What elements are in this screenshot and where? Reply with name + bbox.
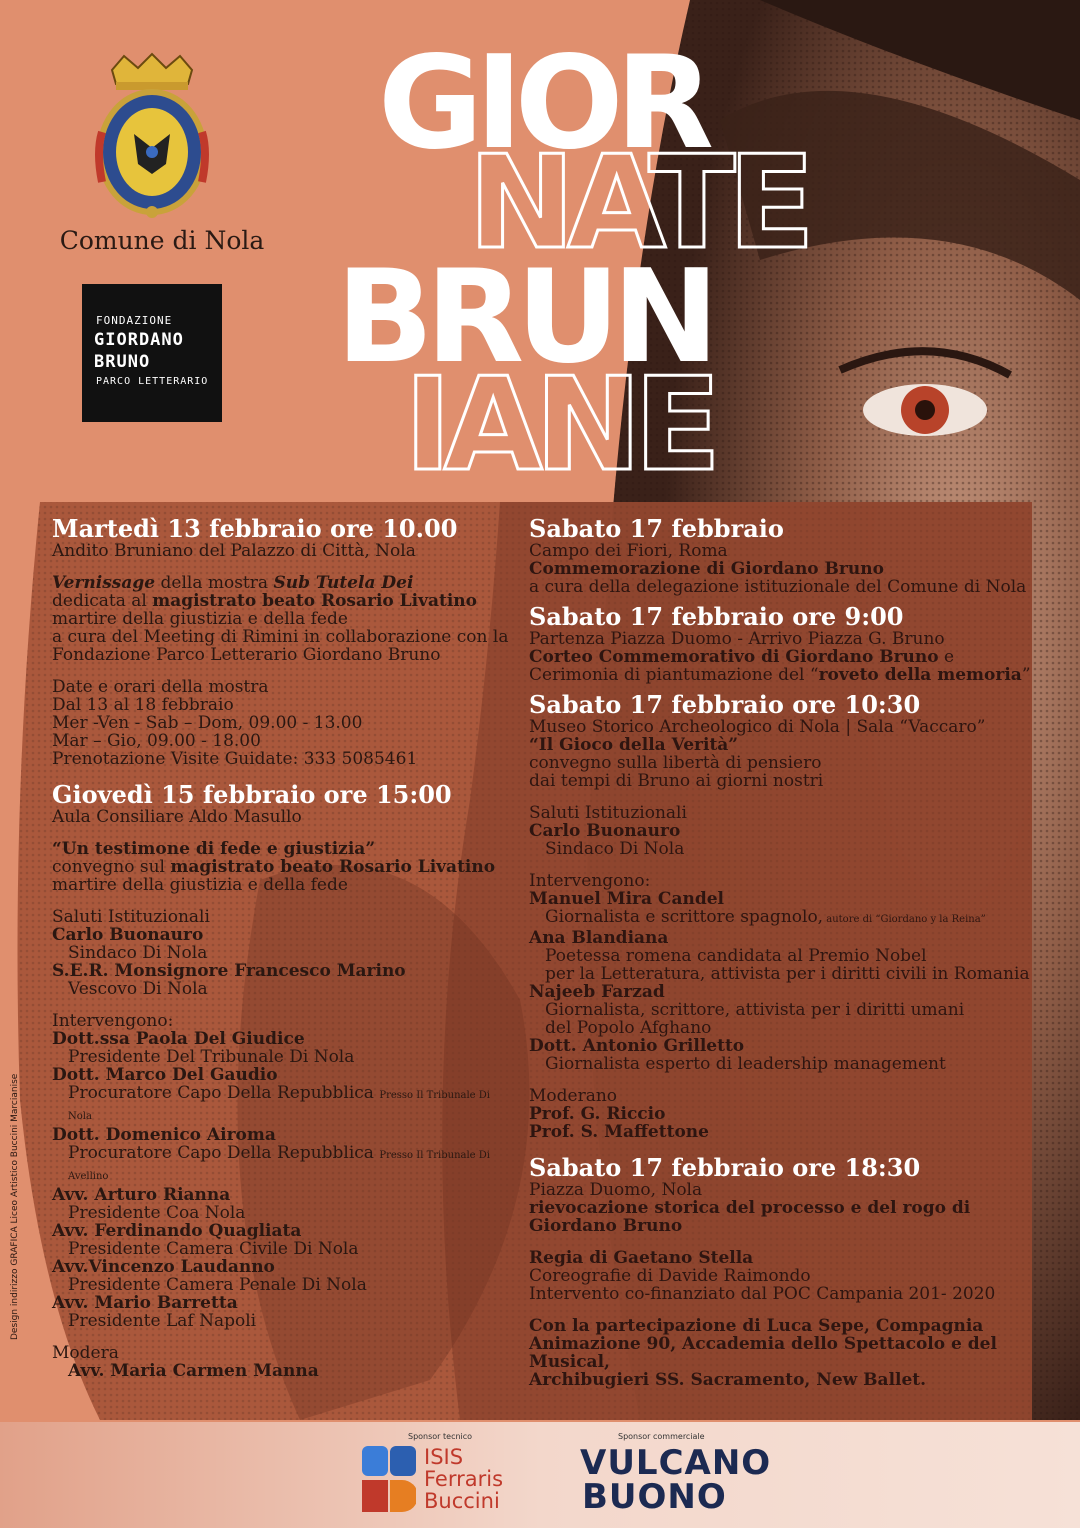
event6-partecipazione: Con la partecipazione di Luca Sepe [529, 1316, 864, 1336]
fondazione-logo [82, 284, 222, 422]
speaker-name: Manuel Mira Candel [529, 889, 724, 909]
speaker-role: Procuratore Capo Della Repubblica [68, 1083, 374, 1103]
speaker-role: Presidente Coa Nola [68, 1203, 246, 1223]
event5-desc1: convegno sulla libertà di pensiero [529, 753, 822, 773]
isis-line1: ISIS [424, 1445, 464, 1469]
fondazione-line3: BRUNO [94, 352, 151, 372]
speaker-role: Poetessa romena candidata al Premio Nobel [545, 946, 927, 966]
speaker-name: Avv. Arturo Rianna [52, 1185, 231, 1205]
event2-place: Aula Consiliare Aldo Masullo [52, 807, 302, 827]
design-credit: Design indirizzo GRAFICA Liceo Artistico Buccini Marcianise [10, 1073, 20, 1340]
dates-line3: Mar – Gio, 09.00 - 18.00 [52, 731, 261, 751]
fondazione-line1: FONDAZIONE [96, 314, 173, 327]
speaker-role: Giornalista esperto di leadership management [545, 1054, 946, 1074]
event1-text: della mostra [155, 573, 274, 593]
event6-title: rievocazione storica del processo e del rogo di Giordano Bruno [529, 1198, 971, 1236]
speaker-role: Presidente Laf Napoli [68, 1311, 257, 1331]
event5-intervengono: Intervengono: [529, 871, 651, 891]
vulcano-buono-logo [580, 1443, 772, 1517]
event2-convegno: convegno sul [52, 857, 171, 877]
event3-note: a cura della delegazione istituzionale del Comune di Nola [529, 577, 1027, 597]
speaker-role: Presidente Del Tribunale Di Nola [68, 1047, 355, 1067]
event6-coreografie: Coreografie di Davide Raimondo [529, 1266, 811, 1286]
dates-title: Date e orari della mostra [52, 677, 269, 697]
speaker-role: Procuratore Capo Della Repubblica [68, 1143, 374, 1163]
comune-crest-logo [92, 52, 212, 222]
sponsor-tecnico-label: Sponsor tecnico [408, 1432, 473, 1441]
right-column [529, 516, 1049, 1389]
speaker-role: Presidente Camera Civile Di Nola [68, 1239, 359, 1259]
event3-title: Commemorazione di Giordano Bruno [529, 559, 884, 579]
event1-place: Andito Bruniano del Palazzo di Città, Nola [52, 541, 416, 561]
speaker-role: per la Letteratura, attivista per i diritti civili in Romania [545, 964, 1030, 984]
event6-compagnia: , Compagnia [863, 1316, 984, 1336]
vulcano-line2: BUONO [582, 1477, 727, 1517]
event2-modera: Modera [52, 1343, 119, 1363]
speaker-note: Presso Il Tribunale Di Nola [68, 1090, 490, 1122]
event5-heading: Sabato 17 febbraio ore 10:30 [529, 690, 921, 719]
event2-martire: martire della giustizia e della fede [52, 875, 348, 895]
sponsor-commerciale-label: Sponsor commerciale [618, 1432, 705, 1441]
comune-label: Comune di Nola [59, 226, 265, 255]
event2-modera-name: Avv. Maria Carmen Manna [68, 1361, 319, 1381]
event4-corteo: Corteo Commemorativo di Giordano Bruno [529, 647, 939, 667]
event2-saluti-role2: Vescovo Di Nola [68, 979, 208, 999]
speaker-role: del Popolo Afghano [545, 1018, 712, 1038]
speaker-name: Dott.ssa Paola Del Giudice [52, 1029, 305, 1049]
isis-line2: Ferraris [424, 1467, 504, 1491]
event4-and: e [938, 647, 955, 667]
event2-intervengono: Intervengono: [52, 1011, 174, 1031]
event5-saluti: Saluti Istituzionali [529, 803, 687, 823]
event4-quote-close: ” [1021, 665, 1031, 685]
speaker-role: Presidente Camera Penale Di Nola [68, 1275, 367, 1295]
event6-cofinanziato: Intervento co-finanziato dal POC Campania 201- 2020 [529, 1284, 996, 1304]
event5-title: “Il Gioco della Verità” [529, 735, 739, 755]
speaker-role: Giornalista, scrittore, attivista per i diritti umani [545, 1000, 965, 1020]
speaker-name: Najeeb Farzad [529, 982, 665, 1002]
event4-heading: Sabato 17 febbraio ore 9:00 [529, 602, 904, 631]
event1-exhibit-title: Sub Tutela Dei [273, 573, 414, 593]
event1-heading: Martedì 13 febbraio ore 10.00 [52, 514, 458, 543]
event2-magistrato: magistrato beato Rosario Livatino [170, 857, 496, 877]
dates-line2: Mer -Ven - Sab – Dom, 09.00 - 13.00 [52, 713, 363, 733]
fondazione-line2: GIORDANO [94, 330, 184, 350]
event1-magistrato: magistrato beato Rosario Livatino [152, 591, 477, 611]
speaker-role: Giornalista e scrittore spagnolo, [545, 907, 824, 927]
dates-line4: Prenotazione Visite Guidate: 333 5085461 [52, 749, 418, 769]
event2-heading: Giovedì 15 febbraio ore 15:00 [52, 780, 452, 809]
speaker-name: Dott. Marco Del Gaudio [52, 1065, 278, 1085]
event2-saluti: Saluti Istituzionali [52, 907, 210, 927]
event5-moderano: Moderano [529, 1086, 618, 1106]
event6-regia: Regia di Gaetano Stella [529, 1248, 754, 1268]
isis-line3: Buccini [424, 1489, 500, 1513]
left-column [52, 516, 512, 1380]
sponsor-bar [0, 1422, 1080, 1528]
event6-partecipanti-2: Animazione 90, Accademia dello Spettacolo e del Musical, [529, 1334, 997, 1372]
event6-heading: Sabato 17 febbraio ore 18:30 [529, 1153, 921, 1182]
event6-partecipanti-3: Archibugieri SS. Sacramento, New Ballet. [529, 1370, 927, 1390]
event6-place: Piazza Duomo, Nola [529, 1180, 703, 1200]
event1-fondazione: Fondazione Parco Letterario Giordano Bruno [52, 645, 441, 665]
event5-desc2: dai tempi di Bruno ai giorni nostri [529, 771, 824, 791]
event3-place: Campo dei Fiori, Roma [529, 541, 728, 561]
event2-saluti-name1: Carlo Buonauro [52, 925, 204, 945]
event2-quote: “Un testimone di fede e giustizia” [52, 839, 376, 859]
speaker-name: Avv. Mario Barretta [52, 1293, 238, 1313]
event3-heading: Sabato 17 febbraio [529, 514, 784, 543]
event4-cerimonia: Cerimonia di piantumazione del “ [529, 665, 819, 685]
vulcano-line1: VULCANO [580, 1443, 772, 1483]
moderator-name: Prof. G. Riccio [529, 1104, 666, 1124]
speaker-name: Dott. Domenico Airoma [52, 1125, 276, 1145]
moderator-name: Prof. S. Maffettone [529, 1122, 709, 1142]
speaker-name: Ana Blandiana [529, 928, 669, 948]
speaker-name: Avv. Ferdinando Quagliata [52, 1221, 302, 1241]
event1-martire: martire della giustizia e della fede [52, 609, 348, 629]
speaker-note: autore di “Giordano y la Reina” [823, 914, 986, 925]
event5-saluti-role: Sindaco Di Nola [545, 839, 685, 859]
event4-roveto: roveto della memoria [818, 665, 1022, 685]
event5-saluti-name: Carlo Buonauro [529, 821, 681, 841]
event1-cura: a cura del Meeting di Rimini in collaborazione con la [52, 627, 509, 647]
speaker-name: Avv.Vincenzo Laudanno [52, 1257, 275, 1277]
dates-line1: Dal 13 al 18 febbraio [52, 695, 234, 715]
title-line-3: BRUN [336, 243, 712, 392]
speaker-name: Dott. Antonio Grilletto [529, 1036, 745, 1056]
speaker-note: Presso Il Tribunale Di Avellino [68, 1150, 490, 1182]
title-line-2: NATE [468, 129, 807, 278]
fondazione-line4: PARCO LETTERARIO [96, 376, 209, 387]
title-line-1: GIOR [378, 29, 707, 178]
event1-vernissage: Vernissage [52, 573, 156, 593]
event5-place: Museo Storico Archeologico di Nola | Sala “Vaccaro” [529, 717, 986, 737]
event2-saluti-role1: Sindaco Di Nola [68, 943, 208, 963]
isis-logo-text [424, 1446, 503, 1512]
event2-saluti-name2: S.E.R. Monsignore Francesco Marino [52, 961, 406, 981]
title-line-4: IANE [404, 351, 714, 500]
event1-dedicata: dedicata al [52, 591, 153, 611]
isis-logo-icon [362, 1446, 416, 1512]
event4-place: Partenza Piazza Duomo - Arrivo Piazza G. Bruno [529, 629, 945, 649]
